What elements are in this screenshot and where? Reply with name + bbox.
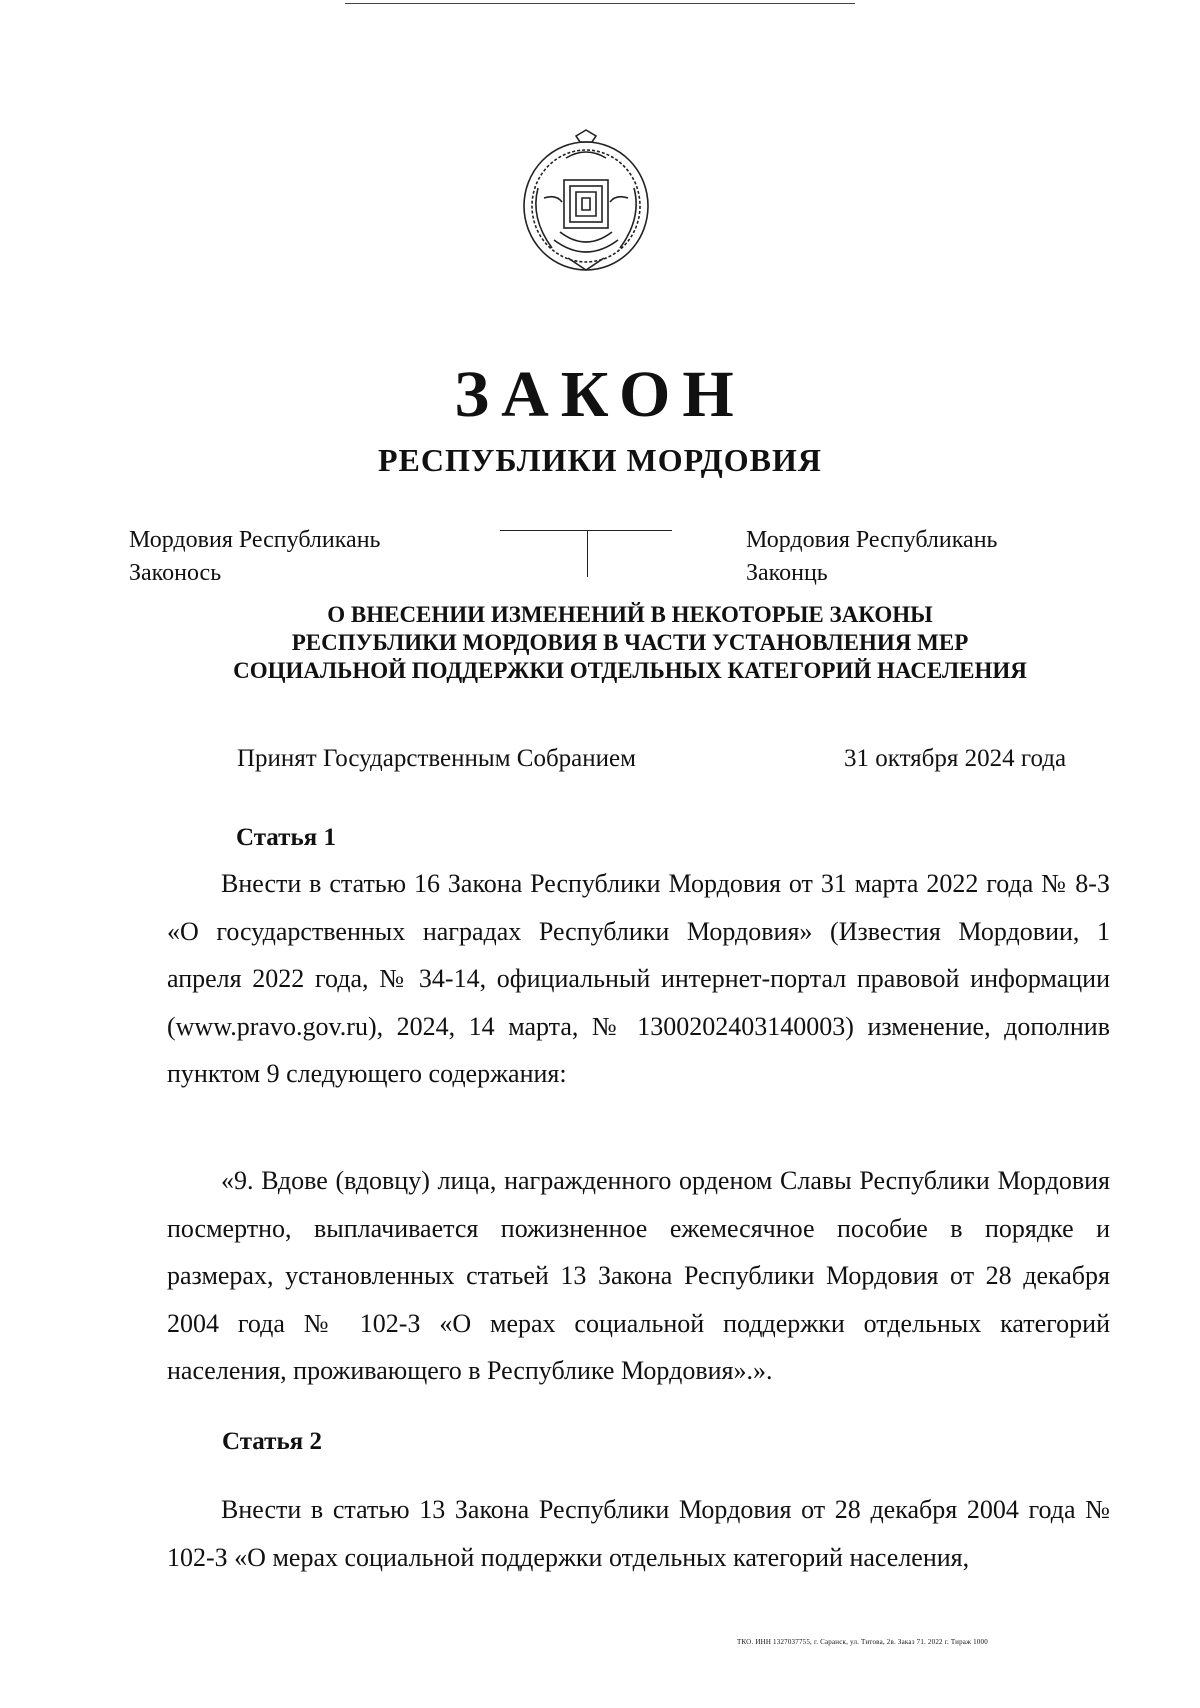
law-title-line: О ВНЕСЕНИИ ИЗМЕНЕНИЙ В НЕКОТОРЫЕ ЗАКОНЫ bbox=[327, 602, 933, 627]
registration-mark-vertical bbox=[587, 530, 588, 577]
left-caption-line: Мордовия Республикань bbox=[129, 527, 381, 553]
article-1-paragraph-1: Внести в статью 16 Закона Республики Мордовия от 31 марта 2022 года № 8-З «О государственных наградах Республики Мордовия» (Известия Мордовии, 1 апреля 2022 года, № 34-14, официальный интернет-портал правовой информации (www.pravo.gov.ru), 2024, 14 марта, № 1300202403140003) изменение, дополнив пунктом 9 следующего содержания: bbox=[167, 869, 1110, 1088]
republic-subtitle: РЕСПУБЛИКИ МОРДОВИЯ bbox=[377, 442, 823, 478]
adoption-date: 31 октября 2024 года bbox=[844, 745, 1067, 772]
adoption-line bbox=[237, 742, 1097, 775]
top-rule bbox=[345, 3, 855, 4]
article-2-paragraph-1: Внести в статью 13 Закона Республики Мордовия от 28 декабря 2004 года № 102-З «О мерах социальной поддержки отдельных категорий населения, bbox=[167, 1495, 1110, 1572]
right-caption-line: Законць bbox=[746, 560, 828, 586]
law-title-line: РЕСПУБЛИКИ МОРДОВИЯ В ЧАСТИ УСТАНОВЛЕНИЯ МЕР bbox=[291, 630, 969, 655]
article-2-heading: Статья 2 bbox=[222, 1428, 322, 1455]
left-caption-line: Законось bbox=[129, 560, 222, 586]
right-caption-line: Мордовия Республикань bbox=[746, 527, 998, 553]
right-caption bbox=[746, 524, 997, 590]
registration-mark-horizontal bbox=[500, 530, 672, 531]
article-1-paragraph-2: «9. Вдове (вдовцу) лица, награжденного орденом Славы Республики Мордовия посмертно, выплачивается пожизненное ежемесячное пособие в порядке и размерах, установленных статьей 13 Закона Республики Мордовия от 28 декабря 2004 года № 102-З «О мерах социальной поддержки отдельных категорий населения, проживающего в Республике Мордовия».». bbox=[167, 1166, 1110, 1385]
law-title bbox=[150, 601, 1110, 685]
article-1-heading: Статья 1 bbox=[236, 824, 336, 851]
coat-of-arms-emblem bbox=[516, 128, 656, 278]
law-title-line: СОЦИАЛЬНОЙ ПОДДЕРЖКИ ОТДЕЛЬНЫХ КАТЕГОРИЙ НАСЕЛЕНИЯ bbox=[233, 658, 1027, 683]
print-info-footer: ТКО. ИНН 1327037755, г. Саранск, ул. Титова, 2в. Заказ 71. 2022 г. Тираж 1000 bbox=[737, 1638, 988, 1646]
left-caption bbox=[129, 524, 380, 590]
adoption-label: Принят Государственным Собранием bbox=[237, 745, 636, 772]
law-type-title: ЗАКОН bbox=[454, 358, 746, 431]
